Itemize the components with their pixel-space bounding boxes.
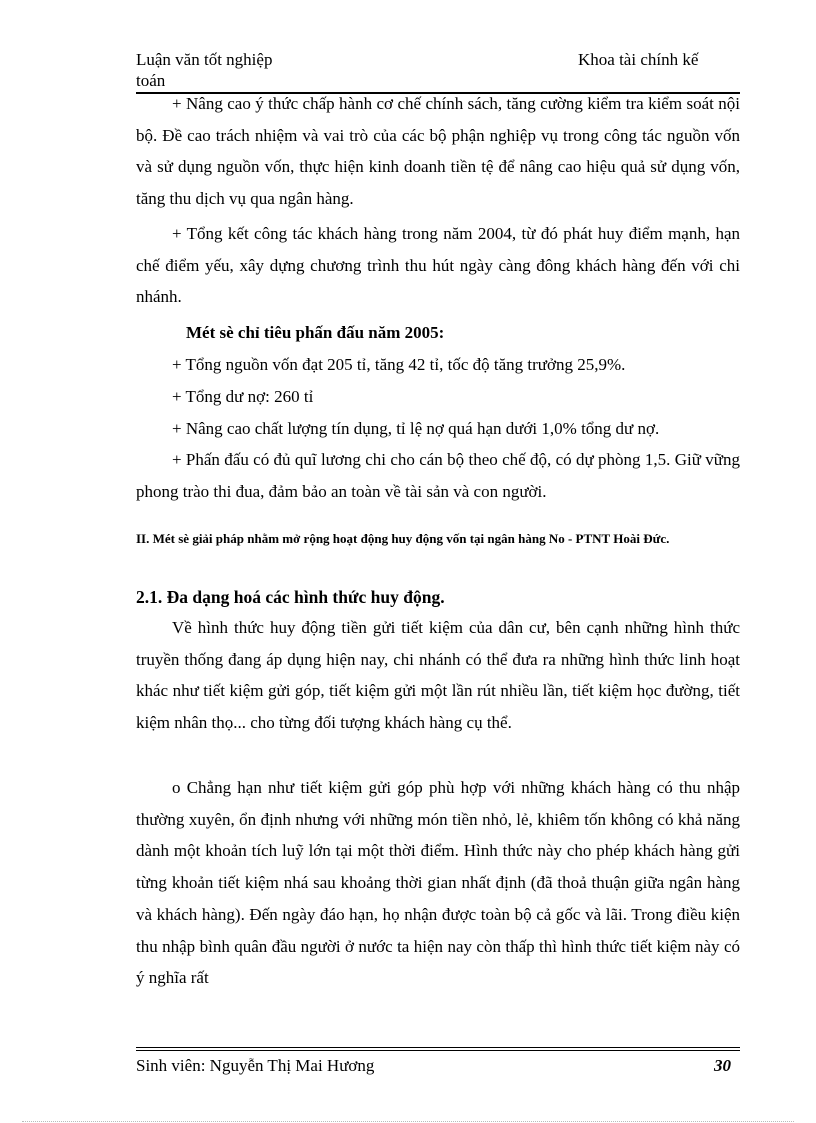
section-heading: II. Mét sè giải pháp nhằm mở rộng hoạt động huy động vốn tại ngân hàng No - PTNT Hoài Đức.: [136, 531, 670, 546]
header-right-title: Khoa tài chính kế: [578, 50, 699, 69]
header-left-title: Luận văn tốt nghiệp: [136, 50, 273, 69]
target-item-3: + Nâng cao chất lượng tín dụng, tỉ lệ nợ quá hạn dưới 1,0% tổng dư nợ.: [172, 419, 660, 438]
paragraph-3: Về hình thức huy động tiền gửi tiết kiệm của dân cư, bên cạnh những hình thức truyền thống đang áp dụng hiện nay, chi nhánh có thể đưa ra những hình thức linh hoạt khác như tiết kiệm gửi góp, tiết kiệm gửi một lần rút nhiều lần, tiết kiệm học đường, tiết kiệm nhân thọ... cho từng đối tượng khách hàng cụ thể.: [136, 618, 740, 733]
header-left-continuation: toán: [136, 71, 166, 90]
paragraph-4: o Chẳng hạn như tiết kiệm gửi góp phù hợp với những khách hàng có thu nhập thường xuyên, ổn định nhưng với những món tiền nhỏ, lẻ, khiêm tốn không có khả năng dành một khoản tích luỹ lớn tại một thời điểm. Hình thức này cho phép khách hàng gửi từng khoản tiết kiệm nhá sau khoảng thời gian nhất định (đã thoả thuận giữa ngân hàng và khách hàng). Đến ngày đáo hạn, họ nhận được toàn bộ cả gốc và lãi. Trong điều kiện thu nhập bình quân đầu người ở nước ta hiện nay còn thấp thì hình thức tiết kiệm này có ý nghĩa rất: [136, 778, 740, 988]
target-item-2: + Tổng dư nợ: 260 tỉ: [172, 387, 314, 406]
targets-heading: Mét sè chỉ tiêu phấn đấu năm 2005:: [186, 323, 445, 342]
subsection-heading: 2.1. Đa dạng hoá các hình thức huy động.: [136, 587, 445, 607]
target-item-1: + Tổng nguồn vốn đạt 205 tỉ, tăng 42 tỉ, tốc độ tăng trưởng 25,9%.: [172, 355, 626, 374]
paragraph-2: + Tổng kết công tác khách hàng trong năm 2004, từ đó phát huy điểm mạnh, hạn chế điểm yếu, xây dựng chương trình thu hút ngày càng đông khách hàng đến với chi nhánh.: [136, 224, 740, 307]
target-item-4: + Phấn đấu có đủ quĩ lương chi cho cán bộ theo chế độ, có dự phòng 1,5. Giữ vững phong trào thi đua, đảm bảo an toàn về tài sản và con người.: [136, 450, 740, 501]
page-edge-dotted-line: [22, 1121, 794, 1122]
footer-rule: [136, 1047, 740, 1051]
paragraph-1: + Nâng cao ý thức chấp hành cơ chế chính sách, tăng cường kiểm tra kiểm soát nội bộ. Đề cao trách nhiệm và vai trò của các bộ phận nghiệp vụ trong công tác nguồn vốn và sử dụng nguồn vốn, thực hiện kinh doanh tiền tệ để nâng cao hiệu quả sử dụng vốn, tăng thu dịch vụ qua ngân hàng.: [136, 94, 740, 209]
page-number: 30: [714, 1056, 731, 1075]
footer-student-name: Sinh viên: Nguyễn Thị Mai Hương: [136, 1056, 375, 1075]
